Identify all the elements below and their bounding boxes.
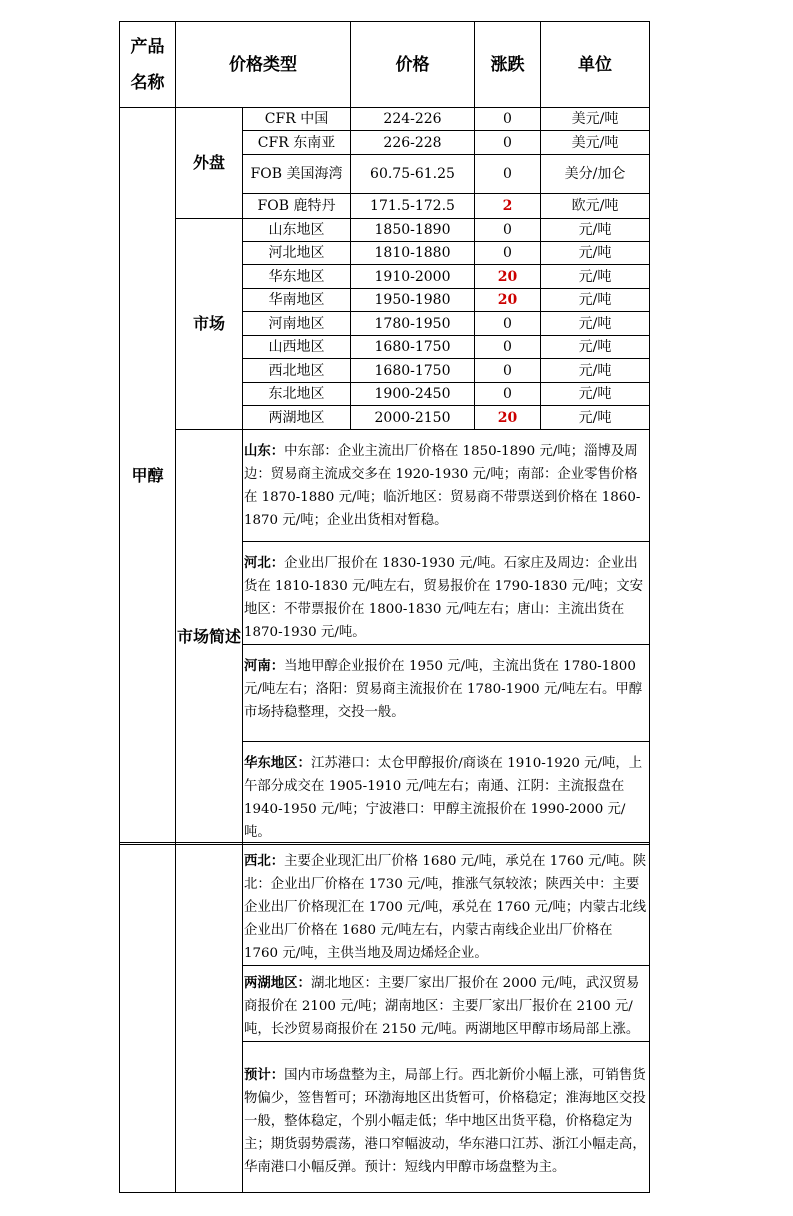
summary-forecast [243,1042,650,1193]
summary-henan [243,645,650,742]
row-name: FOB 美国海湾 [243,155,351,194]
summary-shandong [243,430,650,542]
summary-region: 华东地区： [244,755,311,771]
row-unit: 美元/吨 [541,108,650,131]
summary-text: 企业出厂报价在 1830-1930 元/吨。石家庄及周边：企业出货在 1810-1830 元/吨左右，贸易报价在 1790-1830 元/吨；文安地区：不带票报价在 1800-1830 元/吨左右；唐山：主流出货在 1870-1930 元/吨。 [244,556,644,640]
row-change: 0 [475,219,541,242]
row-price: 60.75-61.25 [351,155,475,194]
row-unit: 元/吨 [541,406,650,430]
row-price: 1680-1750 [351,359,475,383]
summary-table-page-2 [119,842,650,1193]
row-name: 西北地区 [243,359,351,383]
summary-region: 两湖地区： [244,975,311,991]
row-price: 1810-1880 [351,242,475,265]
foreign-row [120,108,650,131]
row-name: CFR 东南亚 [243,131,351,155]
row-change: 0 [475,242,541,265]
row-change: 0 [475,155,541,194]
row-unit: 元/吨 [541,383,650,406]
row-name: 东北地区 [243,383,351,406]
row-change: 0 [475,108,541,131]
summary-text: 中东部：企业主流出厂价格在 1850-1890 元/吨；淄博及周边：贸易商主流成交多在 1920-1930 元/吨；南部：企业零售价格在 1870-1880 元/吨；临沂地区：贸易商不带票送到价格在 1860-1870 元/吨；企业出货相对暂稳。 [244,444,641,528]
empty-category-cell [176,843,243,1193]
market-row [120,219,650,242]
row-price: 1910-2000 [351,265,475,289]
summary-huadong [243,742,650,845]
row-name: 河北地区 [243,242,351,265]
row-name: 河南地区 [243,312,351,336]
product-cell: 甲醇 [120,108,176,845]
summary-xibei [243,843,650,966]
row-price: 1780-1950 [351,312,475,336]
row-unit: 欧元/吨 [541,194,650,219]
row-unit: 美元/吨 [541,131,650,155]
row-change: 20 [475,406,541,430]
summary-text: 湖北地区：主要厂家出厂报价在 2000 元/吨，武汉贸易商报价在 2100 元/吨；湖南地区：主要厂家出厂报价在 2100 元/吨，长沙贸易商报价在 2150 元/吨。两湖地区甲醇市场局部上涨。 [244,976,640,1037]
category-foreign: 外盘 [176,108,243,219]
category-market: 市场 [176,219,243,430]
header-unit: 单位 [541,22,650,108]
category-summary: 市场简述 [176,430,243,845]
header-price: 价格 [351,22,475,108]
row-unit: 元/吨 [541,289,650,312]
header-row [120,22,650,108]
row-price: 1950-1980 [351,289,475,312]
header-price-type: 价格类型 [176,22,351,108]
row-unit: 元/吨 [541,265,650,289]
summary-text: 江苏港口：太仓甲醇报价/商谈在 1910-1920 元/吨，上午部分成交在 1905-1910 元/吨左右；南通、江阴：主流报盘在 1940-1950 元/吨；宁波港口：甲醇主流报价在 1990-2000 元/吨。 [244,756,643,840]
header-product-name: 产品 名称 [120,22,176,108]
row-name: 山西地区 [243,336,351,359]
row-unit: 元/吨 [541,219,650,242]
summary-hebei [243,542,650,645]
row-change: 20 [475,289,541,312]
row-change: 0 [475,359,541,383]
summary-row [120,430,650,542]
row-unit: 元/吨 [541,336,650,359]
header-change: 涨跌 [475,22,541,108]
row-name: CFR 中国 [243,108,351,131]
summary-text: 国内市场盘整为主，局部上行。西北新价小幅上涨，可销售货物偏少，签售暂可；环渤海地区出货暂可，价格稳定；淮海地区交投一般，整体稳定，个别小幅走低；华中地区出货平稳，价格稳定为主；期货弱势震荡，港口窄幅波动，华东港口江苏、浙江小幅走高，华南港口小幅反弹。预计：短线内甲醇市场盘整为主。 [244,1068,646,1175]
row-price: 226-228 [351,131,475,155]
row-name: 两湖地区 [243,406,351,430]
row-unit: 元/吨 [541,312,650,336]
row-price: 1850-1890 [351,219,475,242]
summary-text: 主要企业现汇出厂价格 1680 元/吨，承兑在 1760 元/吨。陕北：企业出厂价格在 1730 元/吨，推涨气氛较浓；陕西关中：主要企业出厂价格现汇在 1700 元/吨，承兑在 1760 元/吨；内蒙古北线企业出厂价格在 1680 元/吨左右，内蒙古南线企业出厂价格在 1760 元/吨，主供当地及周边烯烃企业。 [244,854,647,961]
row-price: 1900-2450 [351,383,475,406]
summary-region: 山东： [244,443,285,459]
empty-product-cell [120,843,176,1193]
row-change: 20 [475,265,541,289]
row-name: 山东地区 [243,219,351,242]
summary-lianghu [243,966,650,1042]
price-table [119,21,650,845]
row-unit: 元/吨 [541,359,650,383]
row-price: 1680-1750 [351,336,475,359]
summary-region: 西北： [244,853,285,869]
row-price: 171.5-172.5 [351,194,475,219]
row-name: FOB 鹿特丹 [243,194,351,219]
row-name: 华东地区 [243,265,351,289]
summary-text: 当地甲醇企业报价在 1950 元/吨，主流出货在 1780-1800 元/吨左右；洛阳：贸易商主流报价在 1780-1900 元/吨左右。甲醇市场持稳整理，交投一般。 [244,659,643,720]
row-change: 0 [475,383,541,406]
summary-row [120,843,650,966]
summary-region: 河北： [244,555,285,571]
row-price: 2000-2150 [351,406,475,430]
summary-region: 河南： [244,658,285,674]
row-unit: 美分/加仑 [541,155,650,194]
row-change: 0 [475,312,541,336]
row-price: 224-226 [351,108,475,131]
summary-region: 预计： [244,1067,285,1083]
row-change: 0 [475,131,541,155]
row-name: 华南地区 [243,289,351,312]
row-unit: 元/吨 [541,242,650,265]
row-change: 0 [475,336,541,359]
row-change: 2 [475,194,541,219]
